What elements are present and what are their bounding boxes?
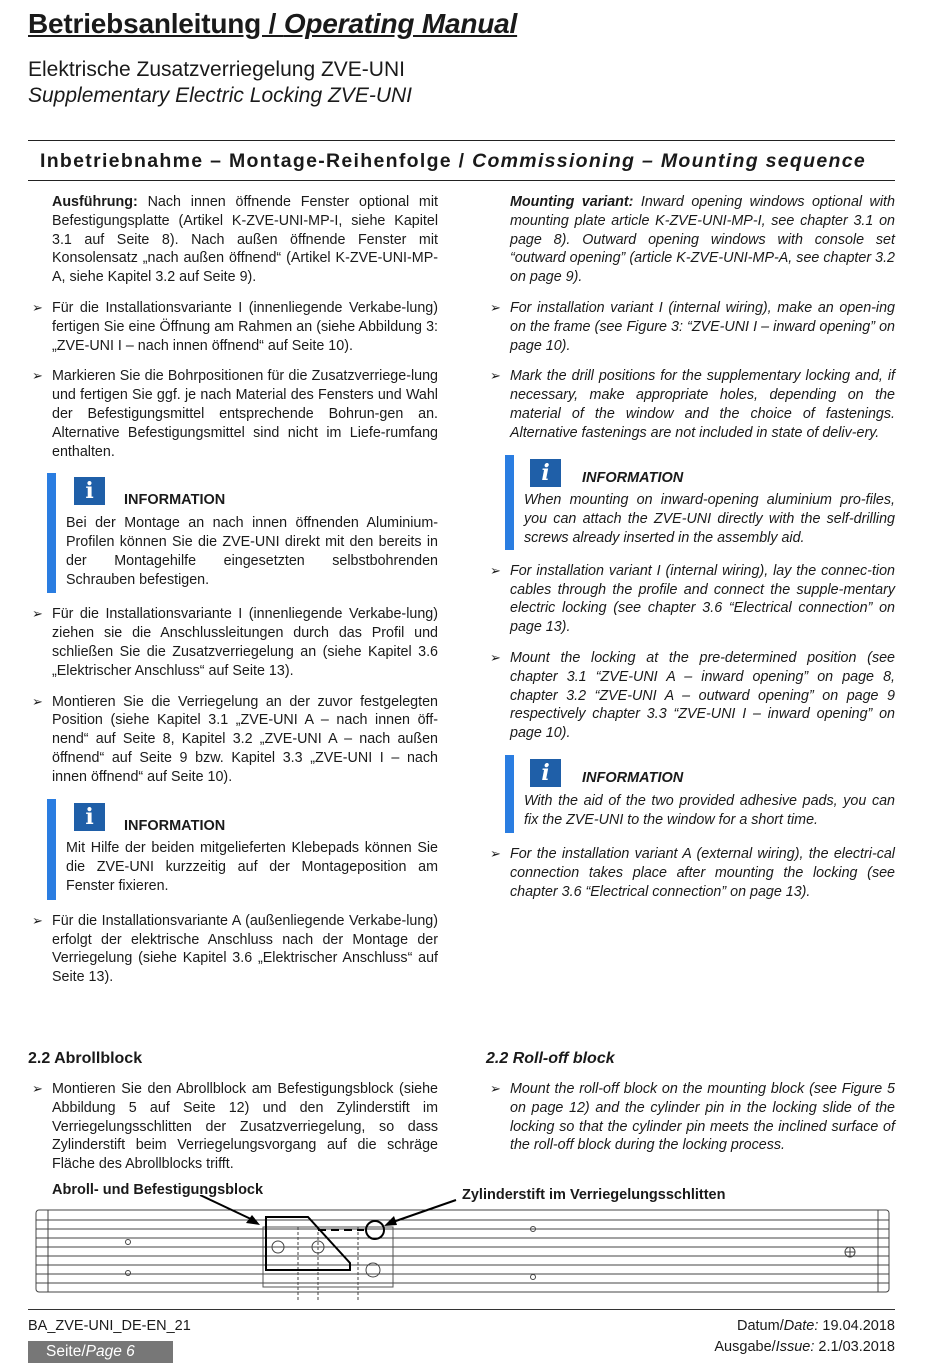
subtitle-en: Supplementary Electric Locking ZVE-UNI bbox=[28, 84, 412, 107]
info-bar bbox=[47, 473, 56, 593]
info-icon: i bbox=[530, 459, 561, 487]
info-text: Mit Hilfe der beiden mitgelieferten Klebepads können Sie die ZVE-UNI kurzzeitig auf der Montageposition am Fenster fixieren. bbox=[66, 840, 438, 894]
info-box bbox=[52, 799, 438, 900]
info-heading: INFORMATION bbox=[124, 492, 226, 509]
divider bbox=[28, 180, 895, 181]
arrow-bullet-icon: ➢ bbox=[490, 649, 501, 665]
arrow-bullet-icon: ➢ bbox=[32, 693, 43, 709]
info-heading: INFORMATION bbox=[582, 769, 684, 786]
info-box bbox=[510, 455, 895, 550]
arrow-bullet-icon: ➢ bbox=[490, 562, 501, 578]
info-bar bbox=[505, 755, 514, 833]
info-icon: i bbox=[530, 759, 561, 787]
arrow-bullet-icon: ➢ bbox=[490, 299, 501, 315]
info-text: Bei der Montage an nach innen öffnenden Aluminium-Profilen können Sie die ZVE-UNI direkt mit den bereits in der Montagehilfe eingesetzten selbstbohrenden Schrauben befestigen. bbox=[66, 515, 438, 588]
page-number-badge: Seite/Page 6 bbox=[28, 1341, 173, 1363]
list-item: ➢ Mount the locking at the pre-determined position (see chapter 3.1 “ZVE-UNI A – inward opening” on page 8, chapter 3.2 “ZVE-UNI A – outward opening” on page 9 respectively chapter 3.3 “ZVE-UNI I – inward opening” on page 10). bbox=[490, 649, 895, 742]
section2-german bbox=[32, 1080, 438, 1186]
divider bbox=[28, 1309, 895, 1310]
arrow-bullet-icon: ➢ bbox=[490, 1081, 501, 1096]
list-item: ➢ Montieren Sie den Abrollblock am Befestigungsblock (siehe Abbildung 5 auf Seite 12) und den Zylinderstift im Verriegelungsschlitten der Zusatzverriegelung, so dass Zylinderstift beim Verriegelungsvorgang auf die schräge Fläche des Abrollblocks trifft. bbox=[32, 1081, 438, 1173]
info-text: With the aid of the two provided adhesive pads, you can fix the ZVE-UNI to the window for a short time. bbox=[524, 792, 895, 828]
info-bar bbox=[505, 455, 514, 550]
column-german bbox=[32, 193, 438, 999]
list-item: ➢ Mark the drill positions for the supplementary locking and, if necessary, make appropriate holes, depending on the material of the window and the choice of fastenings. Alternative fastenings are not included in state of deliv-ery. bbox=[490, 368, 895, 441]
arrow-bullet-icon: ➢ bbox=[32, 1081, 43, 1096]
info-text: When mounting on inward-opening aluminium pro-files, you can attach the ZVE-UNI directly with the self-drilling screws already inserted in the assembly aid. bbox=[524, 492, 895, 546]
figure-label-right: Zylinderstift im Verriegelungsschlitten bbox=[462, 1187, 726, 1203]
list-item: ➢ For the installation variant A (external wiring), the electri-cal connection takes place after mounting the locking (see chapter 3.6 “Electrical connection” on page 13). bbox=[490, 846, 895, 900]
list-item: ➢ For installation variant I (internal wiring), lay the connec-tion cables through the profile and connect the supple-mentary electric locking (see chapter 3.6 “Electrical connection” on page 13). bbox=[490, 562, 895, 636]
info-icon: i bbox=[74, 803, 105, 831]
page-title: Betriebsanleitung / Operating Manual bbox=[28, 8, 518, 39]
section-heading-en: 2.2 Roll-off block bbox=[486, 1050, 615, 1067]
info-icon: i bbox=[74, 477, 105, 505]
arrow-bullet-icon: ➢ bbox=[32, 368, 43, 384]
info-bar bbox=[47, 799, 56, 900]
list-item: ➢ Für die Installationsvariante I (innenliegende Verkabe-lung) fertigen Sie eine Öffnung am Rahmen an (siehe Abbildung 3: „ZVE-UNI I – nach innen öffnend“ auf Seite 10). bbox=[32, 299, 438, 354]
issue-line: Ausgabe/Issue: 2.1/03.2018 bbox=[714, 1339, 895, 1355]
subtitle-de: Elektrische Zusatzverriegelung ZVE-UNI bbox=[28, 58, 405, 81]
list-item: ➢ Montieren Sie die Verriegelung an der zuvor festgelegten Position (siehe Kapitel 3.1 „ZVE-UNI A – nach innen öff-nend“ auf Seite 8, Kapitel 3.2 „ZVE-UNI A – nach außen öffnend“ auf Seite 9 bzw. Kapitel 3.3 „ZVE-UNI I – nach innen öffnend“ auf Seite 10). bbox=[32, 693, 438, 785]
info-heading: INFORMATION bbox=[124, 817, 226, 834]
info-heading: INFORMATION bbox=[582, 469, 684, 486]
doc-id: BA_ZVE-UNI_DE-EN_21 bbox=[28, 1318, 191, 1334]
list-item: ➢ For installation variant I (internal wiring), make an open-ing on the frame (see Figure 3: “ZVE-UNI I – inward opening” on page 10). bbox=[490, 299, 895, 354]
arrow-bullet-icon: ➢ bbox=[490, 368, 501, 384]
section-title: Inbetriebnahme – Montage-Reihenfolge / Commissioning – Mounting sequence bbox=[40, 150, 867, 172]
section-heading-de: 2.2 Abrollblock bbox=[28, 1050, 143, 1067]
divider bbox=[28, 140, 895, 141]
list-item: ➢ Markieren Sie die Bohrpositionen für die Zusatzverriege-lung und fertigen Sie ggf. je nach Material des Fensters und Wahl der Befestigungsmittel entsprechende Bohrun-gen an. Alternative Befestigungsmittel sind nicht im Liefe-rumfang enthalten. bbox=[32, 368, 438, 460]
figure-label-left: Abroll- und Befestigungsblock bbox=[52, 1182, 264, 1198]
roll-off-block-figure bbox=[28, 1195, 895, 1305]
info-box bbox=[510, 755, 895, 833]
date-line: Datum/Date: 19.04.2018 bbox=[736, 1318, 895, 1334]
column-english bbox=[490, 193, 895, 914]
info-box bbox=[52, 473, 438, 593]
arrow-bullet-icon: ➢ bbox=[32, 299, 43, 315]
arrow-bullet-icon: ➢ bbox=[32, 606, 43, 622]
section2-english bbox=[490, 1080, 895, 1167]
arrow-bullet-icon: ➢ bbox=[490, 846, 501, 862]
list-item: ➢ Für die Installationsvariante I (innenliegende Verkabe-lung) ziehen sie die Anschlussleitungen durch das Profil und schließen Sie die Zusatzverriegelung an (siehe Kapitel 3.6 „Elektrischer Anschluss“ auf Seite 13). bbox=[32, 606, 438, 679]
list-item: ➢ Für die Installationsvariante A (außenliegende Verkabe-lung) erfolgt der elektrische Anschluss nach der Montage der Verriegelung (siehe Kapitel 3.6 „Elektrischer Anschluss“ auf Seite 13). bbox=[32, 912, 438, 986]
intro-paragraph: Mounting variant: Inward opening windows optional with mounting plate article K-ZVE-UNI-MP-I, see chapter 3.1 on page 8). Outward opening windows with console set “outward opening” (article K-ZVE-UNI-MP-A, see chapter 3.2 on page 9). bbox=[510, 194, 895, 286]
list-item: ➢ Mount the roll-off block on the mounting block (see Figure 5 on page 12) and the cylinder pin in the locking slide of the locking so that the cylinder pin meets the inclined surface of the roll-off block during the locking process. bbox=[490, 1081, 895, 1154]
intro-paragraph: Ausführung: Nach innen öffnende Fenster optional mit Befestigungsplatte (Artikel K-ZVE-UNI-MP-I, siehe Kapitel 3.1 auf Seite 8). Nach außen öffnende Fenster mit Konsolensatz „nach außen öffnend“ (Artikel K-ZVE-UNI-MP-A, siehe Kapitel 3.2 auf Seite 9). bbox=[52, 194, 438, 286]
arrow-bullet-icon: ➢ bbox=[32, 912, 43, 928]
